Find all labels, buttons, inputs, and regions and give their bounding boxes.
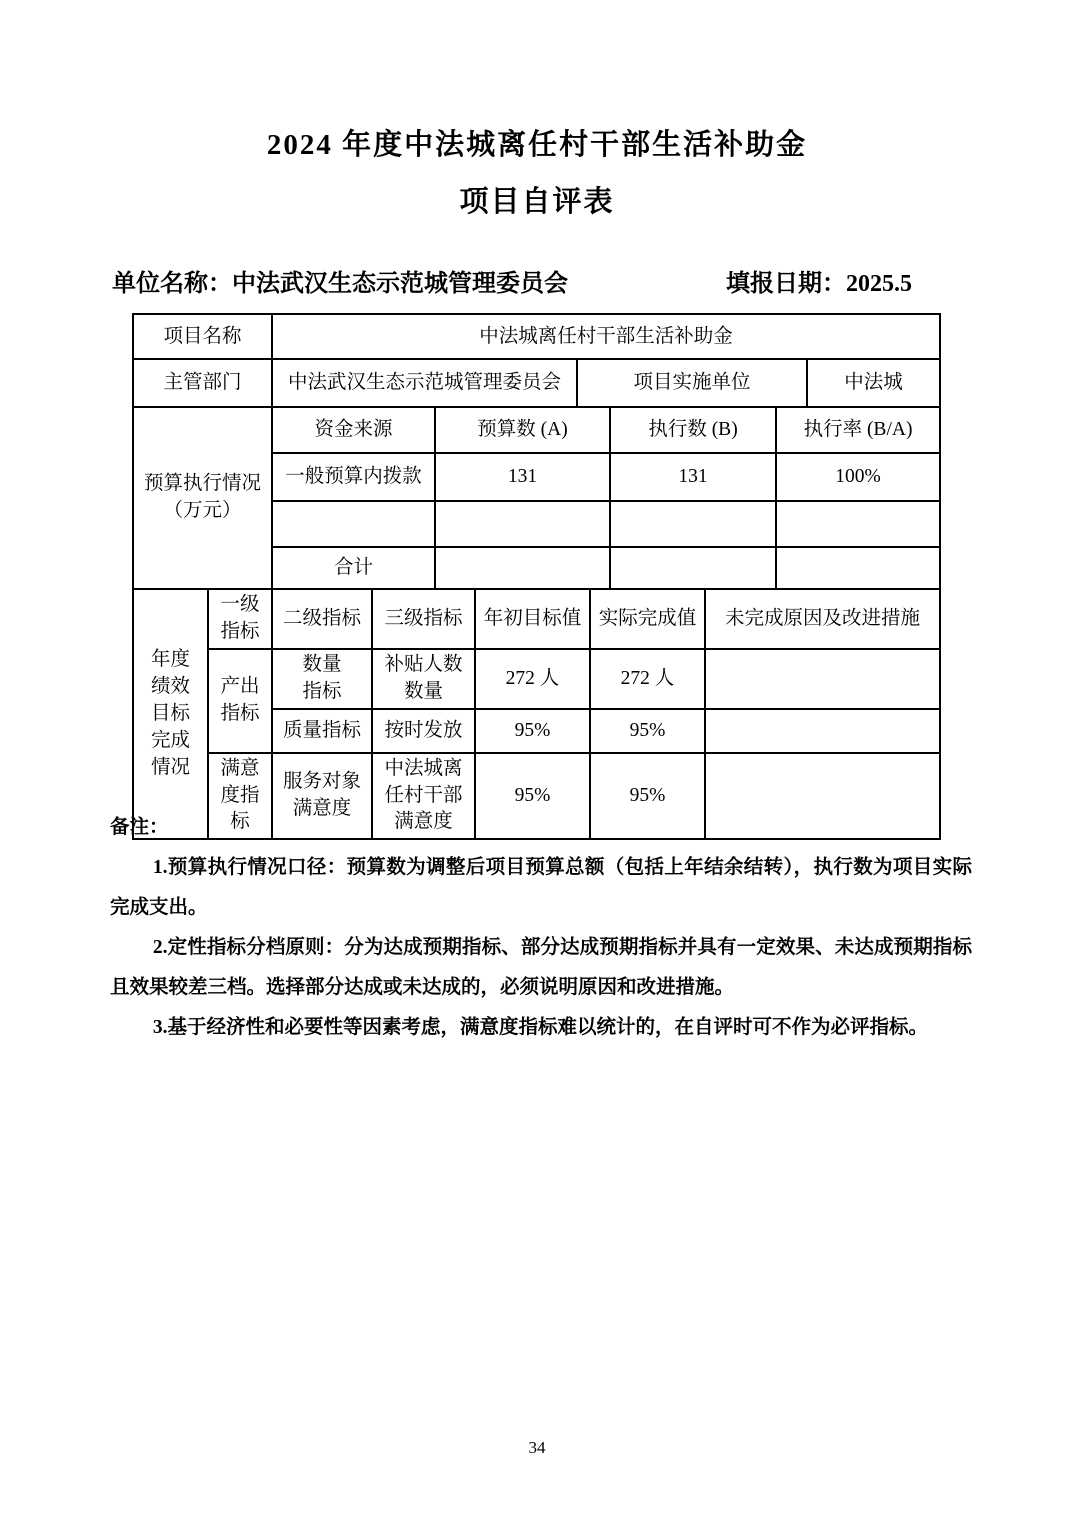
note-item-3: 3.基于经济性和必要性等因素考虑，满意度指标难以统计的，在自评时可不作为必评指标。 [152, 1017, 929, 1038]
indicator-level3-cell: 补贴人数数量 [372, 649, 475, 709]
budget-header-budget-a: 预算数 (A) [435, 407, 610, 453]
performance-section [132, 588, 941, 840]
unit-name-value: 中法武汉生态示范城管理委员会 [232, 271, 568, 297]
document-title-line1: 2024 年度中法城离任村干部生活补助金 [266, 129, 808, 161]
department-label: 主管部门 [133, 359, 272, 407]
project-name-label: 项目名称 [133, 314, 272, 359]
page-number: 34 [528, 1438, 546, 1457]
unit-name-label: 单位名称： [112, 271, 232, 297]
actual-value-cell: 272 人 [590, 649, 705, 709]
budget-header-rate-ba: 执行率 (B/A) [776, 407, 940, 453]
perf-header-level2: 二级指标 [272, 589, 372, 649]
department-row [132, 358, 941, 408]
execution-rate-cell: 100% [776, 453, 940, 501]
indicator-level2-cell: 服务对象满意度 [272, 753, 372, 840]
execution-amount-cell [610, 501, 776, 547]
execution-amount-cell [610, 547, 776, 589]
report-date [726, 263, 912, 298]
reason-cell [705, 709, 940, 753]
note-item-2: 2.定性指标分档原则：分为达成预期指标、部分达成预期指标并具有一定效果、未达成预期指标且效果较差三档。选择部分达成或未达成的，必须说明原因和改进措施。 [110, 937, 972, 998]
execution-amount-cell: 131 [610, 453, 776, 501]
self-evaluation-table [132, 313, 943, 840]
budget-amount-cell [435, 547, 610, 589]
budget-section-label: 预算执行情况（万元） [133, 407, 272, 589]
budget-amount-cell: 131 [435, 453, 610, 501]
budget-header-source: 资金来源 [272, 407, 435, 453]
report-date-value: 2025.5 [846, 271, 912, 297]
actual-value-cell: 95% [590, 753, 705, 840]
indicator-level2-cell: 质量指标 [272, 709, 372, 753]
perf-header-level1: 一级指标 [208, 589, 272, 649]
budget-source-cell [272, 501, 435, 547]
notes-section [110, 808, 972, 1048]
budget-total-label: 合计 [272, 547, 435, 589]
reason-cell [705, 649, 940, 709]
performance-section-label: 年度绩效目标完成情况 [133, 589, 208, 839]
budget-amount-cell [435, 501, 610, 547]
perf-header-reason: 未完成原因及改进措施 [705, 589, 940, 649]
indicator-level2-cell: 数量指标 [272, 649, 372, 709]
target-value-cell: 95% [475, 709, 590, 753]
perf-header-target: 年初目标值 [475, 589, 590, 649]
notes-title: 备注： [110, 817, 169, 838]
perf-header-level3: 三级指标 [372, 589, 475, 649]
document-title-line2: 项目自评表 [459, 186, 615, 218]
target-value-cell: 272 人 [475, 649, 590, 709]
indicator-level3-cell: 中法城离任村干部满意度 [372, 753, 475, 840]
execution-rate-cell [776, 547, 940, 589]
unit-name [112, 263, 568, 298]
indicator-level3-cell: 按时发放 [372, 709, 475, 753]
perf-header-actual: 实际完成值 [590, 589, 705, 649]
budget-header-execution-b: 执行数 (B) [610, 407, 776, 453]
execution-rate-cell [776, 501, 940, 547]
budget-execution-section [132, 406, 941, 590]
note-item-1: 1.预算执行情况口径：预算数为调整后项目预算总额（包括上年结余结转），执行数为项目实际完成支出。 [110, 857, 972, 918]
implementing-unit-label: 项目实施单位 [577, 359, 807, 407]
actual-value-cell: 95% [590, 709, 705, 753]
budget-source-cell: 一般预算内拨款 [272, 453, 435, 501]
project-name-row [132, 313, 941, 360]
department-value: 中法武汉生态示范城管理委员会 [272, 359, 577, 407]
meta-row [112, 263, 912, 298]
output-indicator-group-label: 产出指标 [208, 649, 272, 753]
target-value-cell: 95% [475, 753, 590, 840]
project-name-value: 中法城离任村干部生活补助金 [272, 314, 940, 359]
implementing-unit-value: 中法城 [807, 359, 940, 407]
satisfaction-indicator-group-label: 满意度指标 [208, 753, 272, 840]
report-date-label: 填报日期： [726, 271, 846, 297]
